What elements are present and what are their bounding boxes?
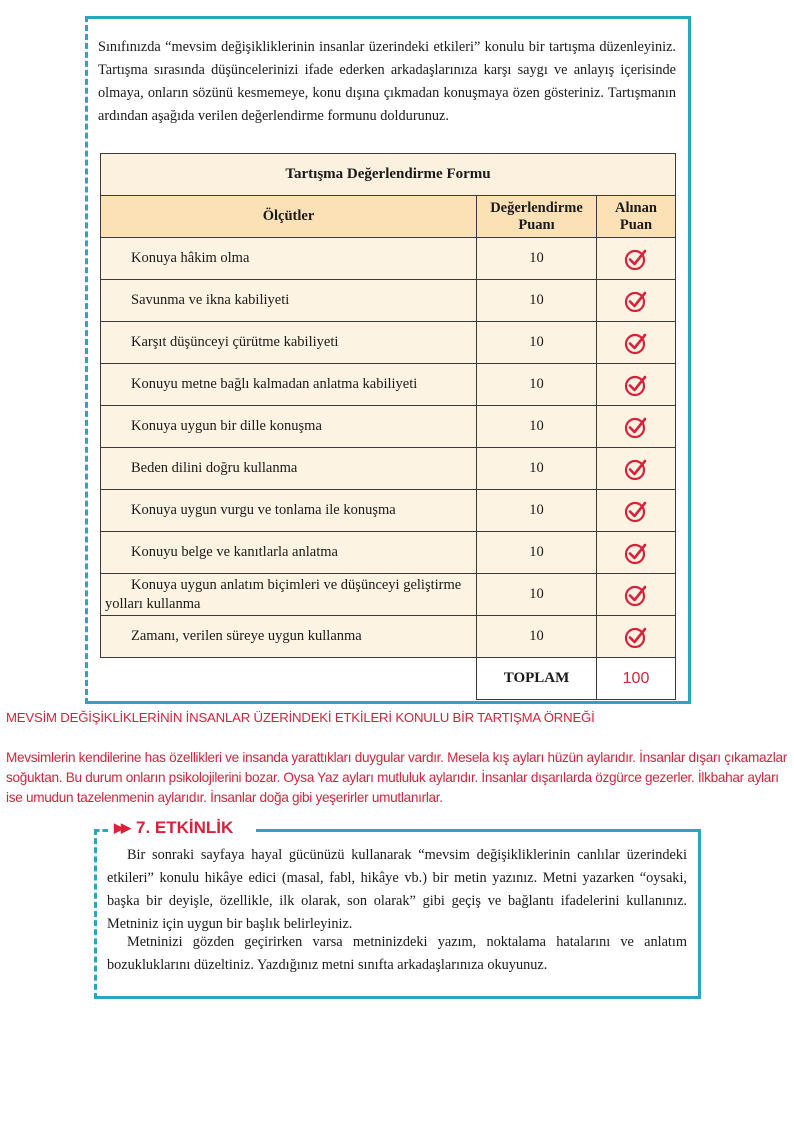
header-criteria: Ölçütler <box>101 196 477 238</box>
check-mark-icon <box>624 544 648 560</box>
header-earned-line2: Puan <box>619 216 653 233</box>
check-mark-icon <box>624 502 648 518</box>
criterion-cell: Savunma ve ikna kabiliyeti <box>101 280 477 322</box>
check-mark-icon <box>624 250 648 266</box>
table-row <box>101 280 676 322</box>
header-earned-line1: Alınan <box>615 199 657 216</box>
total-blank-cell <box>101 658 477 700</box>
activity-paragraph-2 <box>107 931 687 977</box>
activity-heading <box>114 818 237 838</box>
table-row <box>101 322 676 364</box>
answer-body: Mevsimlerin kendilerine has özellikleri ve insanda yarattıkları duygular vardır. Mesela kış ayları hüzün aylarıdır. İnsanlar dışarı çıkamazlar soğuktan. Bu durum onların psikolojilerini bozar. Oysa Yaz ayları mutluluk aylarıdır. İnsanlar dışarılarda özgürce gezerler. İlkbahar ayları ise umudun tazelenmenin aylarıdır. İnsanlar doğa gibi yeşerirler umutlanırlar. <box>6 750 787 805</box>
total-row <box>101 658 676 700</box>
criterion-cell: Zamanı, verilen süreye uygun kullanma <box>101 616 477 658</box>
score-cell: 10 <box>477 322 597 364</box>
total-label: TOPLAM <box>477 658 597 700</box>
table-row <box>101 490 676 532</box>
check-mark-icon <box>624 586 648 602</box>
earned-cell <box>597 448 676 490</box>
intro-paragraph: Sınıfınızda “mevsim değişikliklerinin insanlar üzerindeki etkileri” konulu bir tartışma düzenleyiniz. Tartışma sırasında düşüncelerinizi ifade ederken arkadaşlarınıza karşı saygı ve anlayış içerisinde olmaya, onların sözünü kesmemeye, konu dışına çıkmadan konuşmaya özen gösteriniz. Tartışmanın ardından aşağıda verilen değerlendirme formunu doldurunuz. <box>98 39 676 124</box>
score-cell: 10 <box>477 616 597 658</box>
header-score <box>477 196 597 238</box>
earned-cell <box>597 490 676 532</box>
activity-frame-bottom-corner <box>94 829 108 832</box>
score-cell: 10 <box>477 238 597 280</box>
table-row <box>101 406 676 448</box>
header-earned <box>597 196 676 238</box>
check-mark-icon <box>624 292 648 308</box>
activity-frame-top-dashed-edge <box>85 16 88 704</box>
criterion-cell: Konuya hâkim olma <box>101 238 477 280</box>
earned-cell <box>597 616 676 658</box>
score-cell: 10 <box>477 406 597 448</box>
table-row <box>101 574 676 616</box>
activity-paragraph-1 <box>107 844 687 936</box>
earned-cell <box>597 532 676 574</box>
table-row <box>101 238 676 280</box>
criterion-cell: Konuyu metne bağlı kalmadan anlatma kabiliyeti <box>101 364 477 406</box>
answer-title: MEVSİM DEĞİŞİKLİKLERİNİN İNSANLAR ÜZERİNDEKİ ETKİLERİ KONULU BİR TARTIŞMA ÖRNEĞİ <box>6 710 595 725</box>
criterion-cell: Konuya uygun vurgu ve tonlama ile konuşma <box>101 490 477 532</box>
double-arrow-icon: ▶▶ <box>114 820 128 835</box>
form-header-row <box>101 196 676 238</box>
table-row <box>101 532 676 574</box>
activity-paragraph-1-text: Bir sonraki sayfaya hayal gücünüzü kullanarak “mevsim değişikliklerinin canlılar üzerindeki etkileri” konulu hikâye edici (masal, fabl, hikâye vb.) bir metin yazınız. Metni yazarken “oysaki, başka bir deyişle, özellikle, ilk olarak, son olarak” gibi geçiş ve bağlantı ifadelerini kullanınız. Metniniz için uygun bir başlık belirleyiniz. <box>107 847 687 932</box>
earned-cell <box>597 406 676 448</box>
evaluation-form-table <box>100 153 676 700</box>
header-score-line1: Değerlendirme <box>490 199 583 216</box>
check-mark-icon <box>624 628 648 644</box>
score-cell: 10 <box>477 280 597 322</box>
criterion-cell: Konuyu belge ve kanıtlarla anlatma <box>101 532 477 574</box>
check-mark-icon <box>624 418 648 434</box>
header-score-line2: Puanı <box>518 216 555 233</box>
form-rows <box>101 238 676 658</box>
earned-cell <box>597 364 676 406</box>
earned-cell <box>597 322 676 364</box>
score-cell: 10 <box>477 490 597 532</box>
form-title-row <box>101 154 676 196</box>
score-cell: 10 <box>477 574 597 616</box>
earned-cell <box>597 574 676 616</box>
check-mark-icon <box>624 376 648 392</box>
criterion-cell: Karşıt düşünceyi çürütme kabiliyeti <box>101 322 477 364</box>
table-row <box>101 364 676 406</box>
earned-cell <box>597 238 676 280</box>
earned-cell <box>597 280 676 322</box>
check-mark-icon <box>624 460 648 476</box>
form-title: Tartışma Değerlendirme Formu <box>101 154 676 196</box>
table-row <box>101 616 676 658</box>
score-cell: 10 <box>477 364 597 406</box>
activity-frame-bottom-top-edge <box>256 829 701 832</box>
total-value: 100 <box>597 658 676 700</box>
criterion-cell: Konuya uygun anlatım biçimleri ve düşünceyi geliştirme yolları kullanma <box>101 574 477 616</box>
table-row <box>101 448 676 490</box>
check-mark-icon <box>624 334 648 350</box>
criterion-cell: Konuya uygun bir dille konuşma <box>101 406 477 448</box>
score-cell: 10 <box>477 532 597 574</box>
activity-paragraph-2-text: Metninizi gözden geçirirken varsa metninizdeki yazım, noktalama hatalarını ve anlatım bozukluklarını düzeltiniz. Yazdığınız metni sınıfta arkadaşlarınıza okuyunuz. <box>107 934 687 973</box>
activity-heading-text: 7. ETKİNLİK <box>136 818 234 837</box>
activity-frame-bottom-dashed-edge <box>94 829 97 999</box>
score-cell: 10 <box>477 448 597 490</box>
criterion-cell: Beden dilini doğru kullanma <box>101 448 477 490</box>
